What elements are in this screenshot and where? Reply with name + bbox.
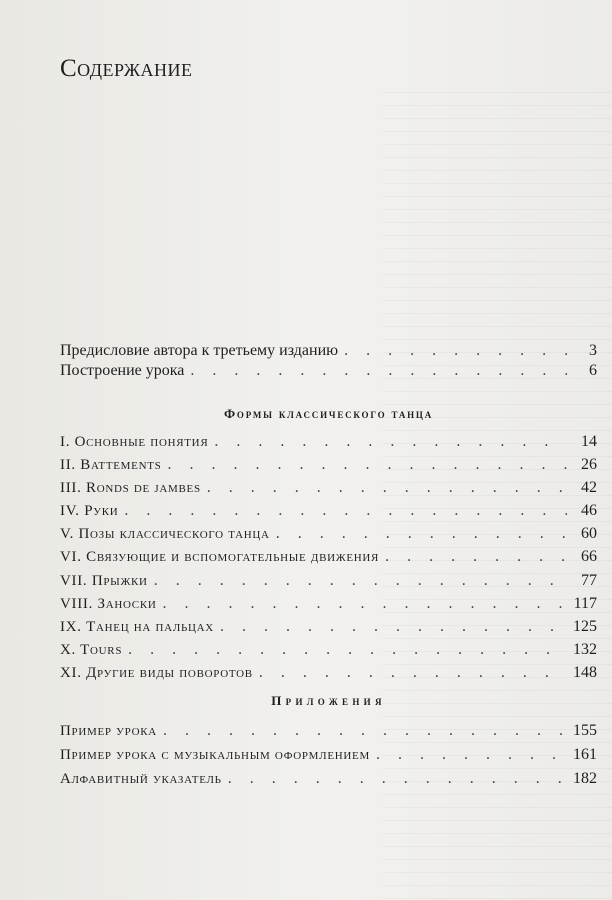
toc-entry-chapter-6 — [60, 548, 597, 568]
toc-entry-page-number: 132 — [573, 641, 597, 658]
dot-leader — [163, 722, 567, 740]
dot-leader — [228, 770, 567, 788]
toc-entry-chapter-11 — [60, 664, 597, 684]
toc-entry-label: Пример урока с музыкальным оформлением — [60, 747, 370, 763]
toc-entry-label: XI. Другие виды поворотов — [60, 665, 253, 681]
dot-leader — [167, 456, 567, 474]
toc-entry-label: IX. Танец на пальцах — [60, 619, 214, 635]
toc-entry-sample-lesson-music — [60, 746, 597, 766]
toc-entry-page-number: 182 — [573, 770, 597, 787]
toc-entry-page-number: 60 — [581, 525, 597, 542]
section-heading-appendices: Приложения — [271, 693, 386, 708]
toc-entry-page-number: 155 — [573, 722, 597, 739]
toc-entry-page-number: 125 — [573, 618, 597, 635]
toc-entry-page-number: 66 — [581, 548, 597, 565]
dot-leader — [128, 641, 567, 659]
dot-leader — [214, 433, 567, 451]
dot-leader — [376, 746, 567, 764]
toc-entry-chapter-5 — [60, 525, 597, 545]
toc-entry-chapter-3 — [60, 479, 597, 499]
dot-leader — [276, 525, 567, 543]
dot-leader — [190, 362, 567, 380]
toc-entry-page-number: 6 — [589, 362, 597, 379]
toc-entry-page-number: 117 — [573, 595, 597, 612]
toc-entry-page-number: 161 — [573, 746, 597, 763]
dot-leader — [220, 618, 567, 636]
toc-entry-page-number: 42 — [581, 479, 597, 496]
toc-entry-label: VI. Связующие и вспомогательные движения — [60, 549, 380, 565]
toc-entry-label: Пример урока — [60, 723, 157, 739]
toc-entry-alphabetical-index — [60, 770, 597, 790]
toc-entry-chapter-7 — [60, 572, 597, 592]
toc-entry-label: X. Tours — [60, 642, 123, 658]
toc-entry-page-number: 77 — [581, 572, 597, 589]
dot-leader — [154, 572, 567, 590]
toc-entry-label: Алфавитный указатель — [60, 771, 222, 787]
toc-entry-label: VIII. Заноски — [60, 596, 157, 612]
toc-entry-chapter-1 — [60, 433, 597, 453]
toc-entry-chapter-10 — [60, 641, 597, 661]
toc-entry-label: Предисловие автора к третьему изданию — [60, 342, 339, 359]
toc-entry-label: V. Позы классического танца — [60, 526, 270, 542]
toc-entry-page-number: 148 — [573, 664, 597, 681]
dot-leader — [163, 595, 567, 613]
toc-entry-page-number: 14 — [581, 433, 597, 450]
toc-entry-chapter-8 — [60, 595, 597, 615]
toc-entry-preface — [60, 342, 597, 362]
dot-leader — [385, 548, 567, 566]
dot-leader — [344, 342, 567, 360]
toc-entry-label: VII. Прыжки — [60, 573, 148, 589]
toc-entry-sample-lesson — [60, 722, 597, 742]
toc-entry-label: I. Основные понятия — [60, 434, 209, 450]
section-heading-classical-forms: Формы классического танца — [223, 406, 434, 421]
toc-entry-page-number: 26 — [581, 456, 597, 473]
toc-entry-lesson-structure — [60, 362, 597, 382]
toc-entry-page-number: 3 — [589, 342, 597, 359]
toc-entry-label: II. Battements — [60, 457, 162, 473]
toc-entry-label: III. Ronds de jambes — [60, 480, 201, 496]
toc-entry-chapter-2 — [60, 456, 597, 476]
dot-leader — [259, 664, 567, 682]
toc-entry-label: IV. Руки — [60, 503, 119, 519]
toc-entry-chapter-4 — [60, 502, 597, 522]
dot-leader — [124, 502, 567, 520]
toc-entry-chapter-9 — [60, 618, 597, 638]
toc-entry-label: Построение урока — [60, 362, 185, 379]
toc-entry-page-number: 46 — [581, 502, 597, 519]
page-title: Содержание — [60, 55, 193, 82]
dot-leader — [207, 479, 567, 497]
